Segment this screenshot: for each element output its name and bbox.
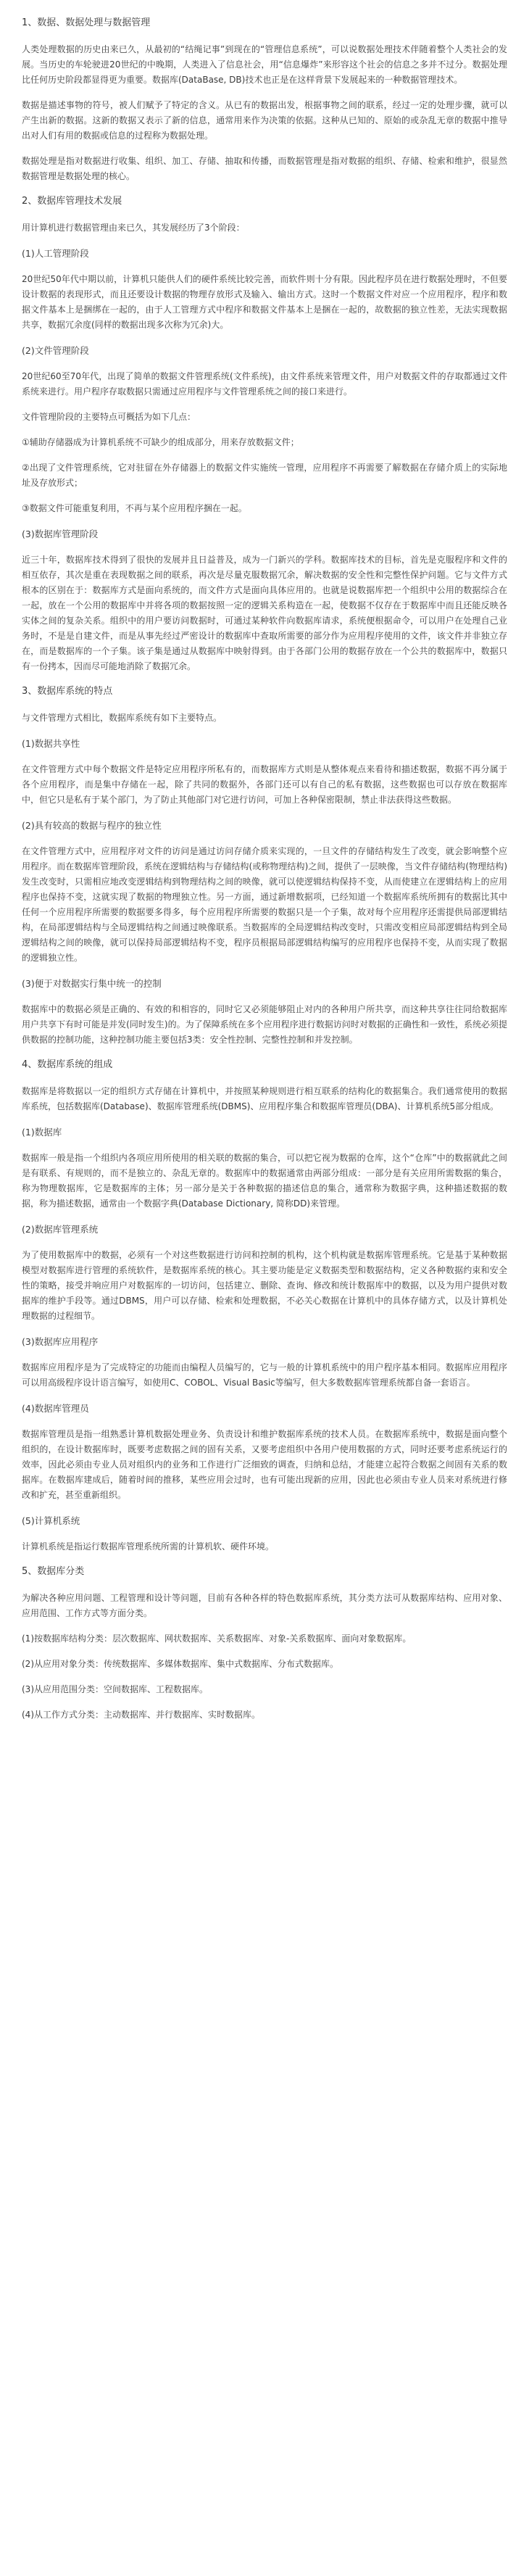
subsection-heading: (1)人工管理阶段 bbox=[22, 248, 89, 259]
subsection-heading: (3)数据库应用程序 bbox=[22, 1336, 99, 1347]
subsection-heading: (5)计算机系统 bbox=[22, 1515, 80, 1526]
paragraph: (1)按数据库结构分类：层次数据库、网状数据库、关系数据库、对象-关系数据库、面向对象数据库。 bbox=[22, 1633, 412, 1644]
paragraph: ③数据文件可能重复利用，不再与某个应用程序捆在一起。 bbox=[22, 503, 247, 513]
paragraph: 为了使用数据库中的数据，必须有一个对这些数据进行访问和控制的机构，这个机构就是数据库管理系统。它是基于某种数据模型对数据库进行管理的系统软件，是数据库系统的核心。其主要功能是定义数据类型和数据结构，定义各种数据约束和安全性的策略，接受并响应用户对数据库的一切访问，包括建立、删除、查询、修改和统计数据库中的数据，以及为用户提供对数据库的维护手段等。通过DBMS，用户可以存储、检索和处理数据，不必关心数据在计算机中的具体存储方式，以及计算机处理数据的过程细节。 bbox=[22, 1250, 507, 1321]
paragraph: 与文件管理方式相比，数据库系统有如下主要特点。 bbox=[22, 713, 222, 723]
paragraph: 为解决各种应用问题、工程管理和设计等问题，目前有各种各样的特色数据库系统，其分类方法可从数据库结构、应用对象、应用范围、工作方式等方面分类。 bbox=[22, 1593, 507, 1618]
subsection-heading: (2)文件管理阶段 bbox=[22, 345, 89, 356]
paragraph: 数据库中的数据必须是正确的、有效的和相容的，同时它又必须能够阻止对内的各种用户所共享，而这种共享往往同给数据库用户共享下有时可能是并发(同时发生)的。为了保障系统在多个应用程序进行数据访问时对数据的正确性和一致性，系统必须提供数据的控制功能，这种控制功能主要包括3类：安全性控制、完整性控制和并发控制。 bbox=[22, 1004, 507, 1045]
paragraph: 数据库一般是指一个组织内各项应用所使用的相关联的数据的集合，可以把它视为数据的仓库，这个“仓库”中的数据就此之间是有联系、有规则的，而不是独立的、杂乱无章的。数据库中的数据通常由两部分组成：一部分是有关应用所需数据的集合，称为物理数据库，它是数据库的主体；另一部分是关于各种数据的描述信息的集合，通常称为数据字典，这种描述数据的数据，称为描述数据，通常由一个数据字典(Database Dictionary, 简称DD)来管理。 bbox=[22, 1153, 507, 1209]
subsection-heading: (1)数据共享性 bbox=[22, 738, 80, 749]
paragraph: (2)从应用对象分类：传统数据库、多媒体数据库、集中式数据库、分布式数据库。 bbox=[22, 1659, 339, 1669]
paragraph: 人类处理数据的历史由来已久，从最初的“结绳记事”到现在的“管理信息系统”，可以说数据处理技术伴随着整个人类社会的发展。当历史的车轮驶进20世纪的中晚期，人类进入了信息社会，用“信息爆炸”来形容这个社会的信息之多并不过分。数据处理比任何历史阶段都显得更为重要。数据库(DataBase, DB)技术也正是在这样背景下发展起来的一种数据管理技术。 bbox=[22, 44, 507, 85]
subsection-heading: (2)数据库管理系统 bbox=[22, 1224, 99, 1235]
subsection-heading: (4)数据库管理员 bbox=[22, 1403, 89, 1414]
paragraph: 文件管理阶段的主要特点可概括为如下几点： bbox=[22, 412, 196, 422]
paragraph: (4)从工作方式分类：主动数据库、并行数据库、实时数据库。 bbox=[22, 1710, 261, 1720]
paragraph: 数据库是将数据以一定的组织方式存储在计算机中，并按照某种规则进行相互联系的结构化的数据集合。我们通常使用的数据库系统，包括数据库(Database)、数据库管理系统(DBMS)、应用程序集合和数据库管理员(DBA)、计算机系统5部分组成。 bbox=[22, 1086, 507, 1111]
paragraph: ②出现了文件管理系统，它对驻留在外存储器上的数据文件实施统一管理，应用程序不再需要了解数据在存储介质上的实际地址及存放形式； bbox=[22, 463, 507, 488]
paragraph: 在文件管理方式中每个数据文件是特定应用程序所私有的，而数据库方式则是从整体观点来看待和描述数据，数据不再分属于各个应用程序，而是集中存储在一起，除了共同的数据外，各部门还可以有自己的私有数据，这些数据也可以存放在数据库中，但它只是私有于某个部门，为了防止其他部门对它进行访问，可加上各种保密限制，禁止非法获得这些数据。 bbox=[22, 764, 507, 805]
paragraph: 20世纪50年代中期以前，计算机只能供人们的硬件系统比较完善，而软件则十分有限。因此程序员在进行数据处理时，不但要设计数据的表现形式，而且还要设计数据的物理存放形式及输入、输出方式。这时一个数据文件对应一个应用程序，程序和数据文件基本上是捆绑在一起的，由于人工管理方式中程序和数据文件基本上是捆在一起的，故数据的独立性差，无法实现数据共享，数据冗余度(同样的数据出现多次称为冗余)大。 bbox=[22, 274, 507, 330]
paragraph: 20世纪60至70年代，出现了简单的数据文件管理系统(文件系统)，由文件系统来管理文件，用户对数据文件的存取都通过文件系统来进行。用户程序存取数据只需通过应用程序与文件管理系统之间的接口来进行。 bbox=[22, 371, 507, 397]
section-heading: 3、数据库系统的特点 bbox=[22, 686, 113, 697]
paragraph: 数据库管理员是指一组熟悉计算机数据处理业务、负责设计和维护数据库系统的技术人员。在数据库系统中，数据是面向整个组织的，在设计数据库时，既要考虑数据之间的固有关系，又要考虑组织中各用户使用数据的方式，同时还要考虑系统运行的效率，因此必须由专业人员对组织内的业务和工作进行广泛细致的调查，归纳和总结，才能建立起符合数据之间固有关系的数据库。在数据库建成后，随着时间的推移，某些应用会过时，也有可能出现新的应用，因此也必须由专业人员来对系统进行修改和扩充，甚至重新组织。 bbox=[22, 1429, 507, 1500]
paragraph: 用计算机进行数据管理由来已久，其发展经历了3个阶段： bbox=[22, 223, 245, 233]
subsection-heading: (3)数据库管理阶段 bbox=[22, 529, 99, 539]
paragraph: 数据处理是指对数据进行收集、组织、加工、存储、抽取和传播，而数据管理是指对数据的组织、存储、检索和维护，很显然数据管理是数据处理的核心。 bbox=[22, 156, 507, 181]
paragraph: (3)从应用范围分类：空间数据库、工程数据库。 bbox=[22, 1684, 208, 1694]
subsection-heading: (1)数据库 bbox=[22, 1127, 62, 1138]
paragraph: 数据库应用程序是为了完成特定的功能而由编程人员编写的，它与一般的计算机系统中的用户程序基本相同。数据库应用程序可以用高级程序设计语言编写，如使用C、COBOL、Visual Basic等编写，但大多数数据库管理系统都自备一套语言。 bbox=[22, 1362, 507, 1388]
subsection-heading: (3)便于对数据实行集中统一的控制 bbox=[22, 978, 162, 989]
paragraph: 计算机系统是指运行数据库管理系统所需的计算机软、硬件环境。 bbox=[22, 1541, 275, 1552]
paragraph: 数据是描述事物的符号，被人们赋予了特定的含义。从已有的数据出发，根据事物之间的联系，经过一定的处理步骤，就可以产生出新的数据。这新的数据又表示了新的信息，通常用来作为决策的依据。这种从已知的、原始的或杂乱无章的数据中推导出对人们有用的数据或信息的过程称为数据处理。 bbox=[22, 100, 507, 141]
section-heading: 1、数据、数据处理与数据管理 bbox=[22, 17, 151, 28]
paragraph: 近三十年，数据库技术得到了很快的发展并且日益普及，成为一门新兴的学科。数据库技术的目标，首先是克服程序和文件的相互依存，其次是重在表现数据之间的联系，再次是尽量克服数据冗余，解决数据的安全性和完整性保护问题。它与文件方式根本的区别在于：数据库方式是面向系统的，而文件方式是面向具体应用的。也就是说数据库把一个组织中公用的数据综合在一起，放在一个公用的数据库中并将各项的数据按照一定的逻辑关系构造在一起，使数据不仅存在于数据库中而且还能反映各实体之间的复杂关系。组织中的用户要访问数据时，可通过某种软件向数据库请求，系统便根据命令，可以用户在处理自己业务时，不是是自建文件，而是从事先经过严密设计的数据库中查取所需要的部分作为应用程序使用的文件，该文件并非独立存在，而是数据库的一个子集。该子集是通过从数据库中映射得到。由于各部门公用的数据存放在一个公共的数据库中，数据只有一份拷本，因而尽可能地消除了数据冗余。 bbox=[22, 555, 507, 671]
paragraph: 在文件管理方式中，应用程序对文件的访问是通过访问存储介质来实现的，一旦文件的存储结构发生了改变，就会影响整个应用程序。而在数据库管理阶段，系统在逻辑结构与存储结构(或称物理结构)之间，提供了一层映像，当文件存储结构(物理结构)发生改变时，只需相应地改变逻辑结构到物理结构之间的映像，就可以使逻辑结构保持不变，从而使建立在逻辑结构上的应用程序也保持不变，这就实现了数据的物理独立性。另一方面，通过新增数据项，已经知道一个数据库系统所拥有的数据比其中任何一个应用程序所需要的数据要多得多，每个应用程序所需要的数据只是一个子集，故对每个应用程序还需提供局部逻辑结构，在局部逻辑结构与全局逻辑结构之间通过映像联系。当数据库的全局逻辑结构改变时，只需改变相应局部逻辑结构到全局逻辑结构之间的映像，就可以保持局部逻辑结构不变，程序员根据局部逻辑结构编写的应用程序也保持不变，从而实现了数据的逻辑独立性。 bbox=[22, 846, 507, 963]
section-heading: 2、数据库管理技术发展 bbox=[22, 196, 122, 207]
subsection-heading: (2)具有较高的数据与程序的独立性 bbox=[22, 820, 162, 831]
section-heading: 5、数据库分类 bbox=[22, 1566, 85, 1577]
section-heading: 4、数据库系统的组成 bbox=[22, 1059, 113, 1070]
paragraph: ①辅助存储器成为计算机系统不可缺少的组成部分，用来存放数据文件； bbox=[22, 437, 299, 447]
